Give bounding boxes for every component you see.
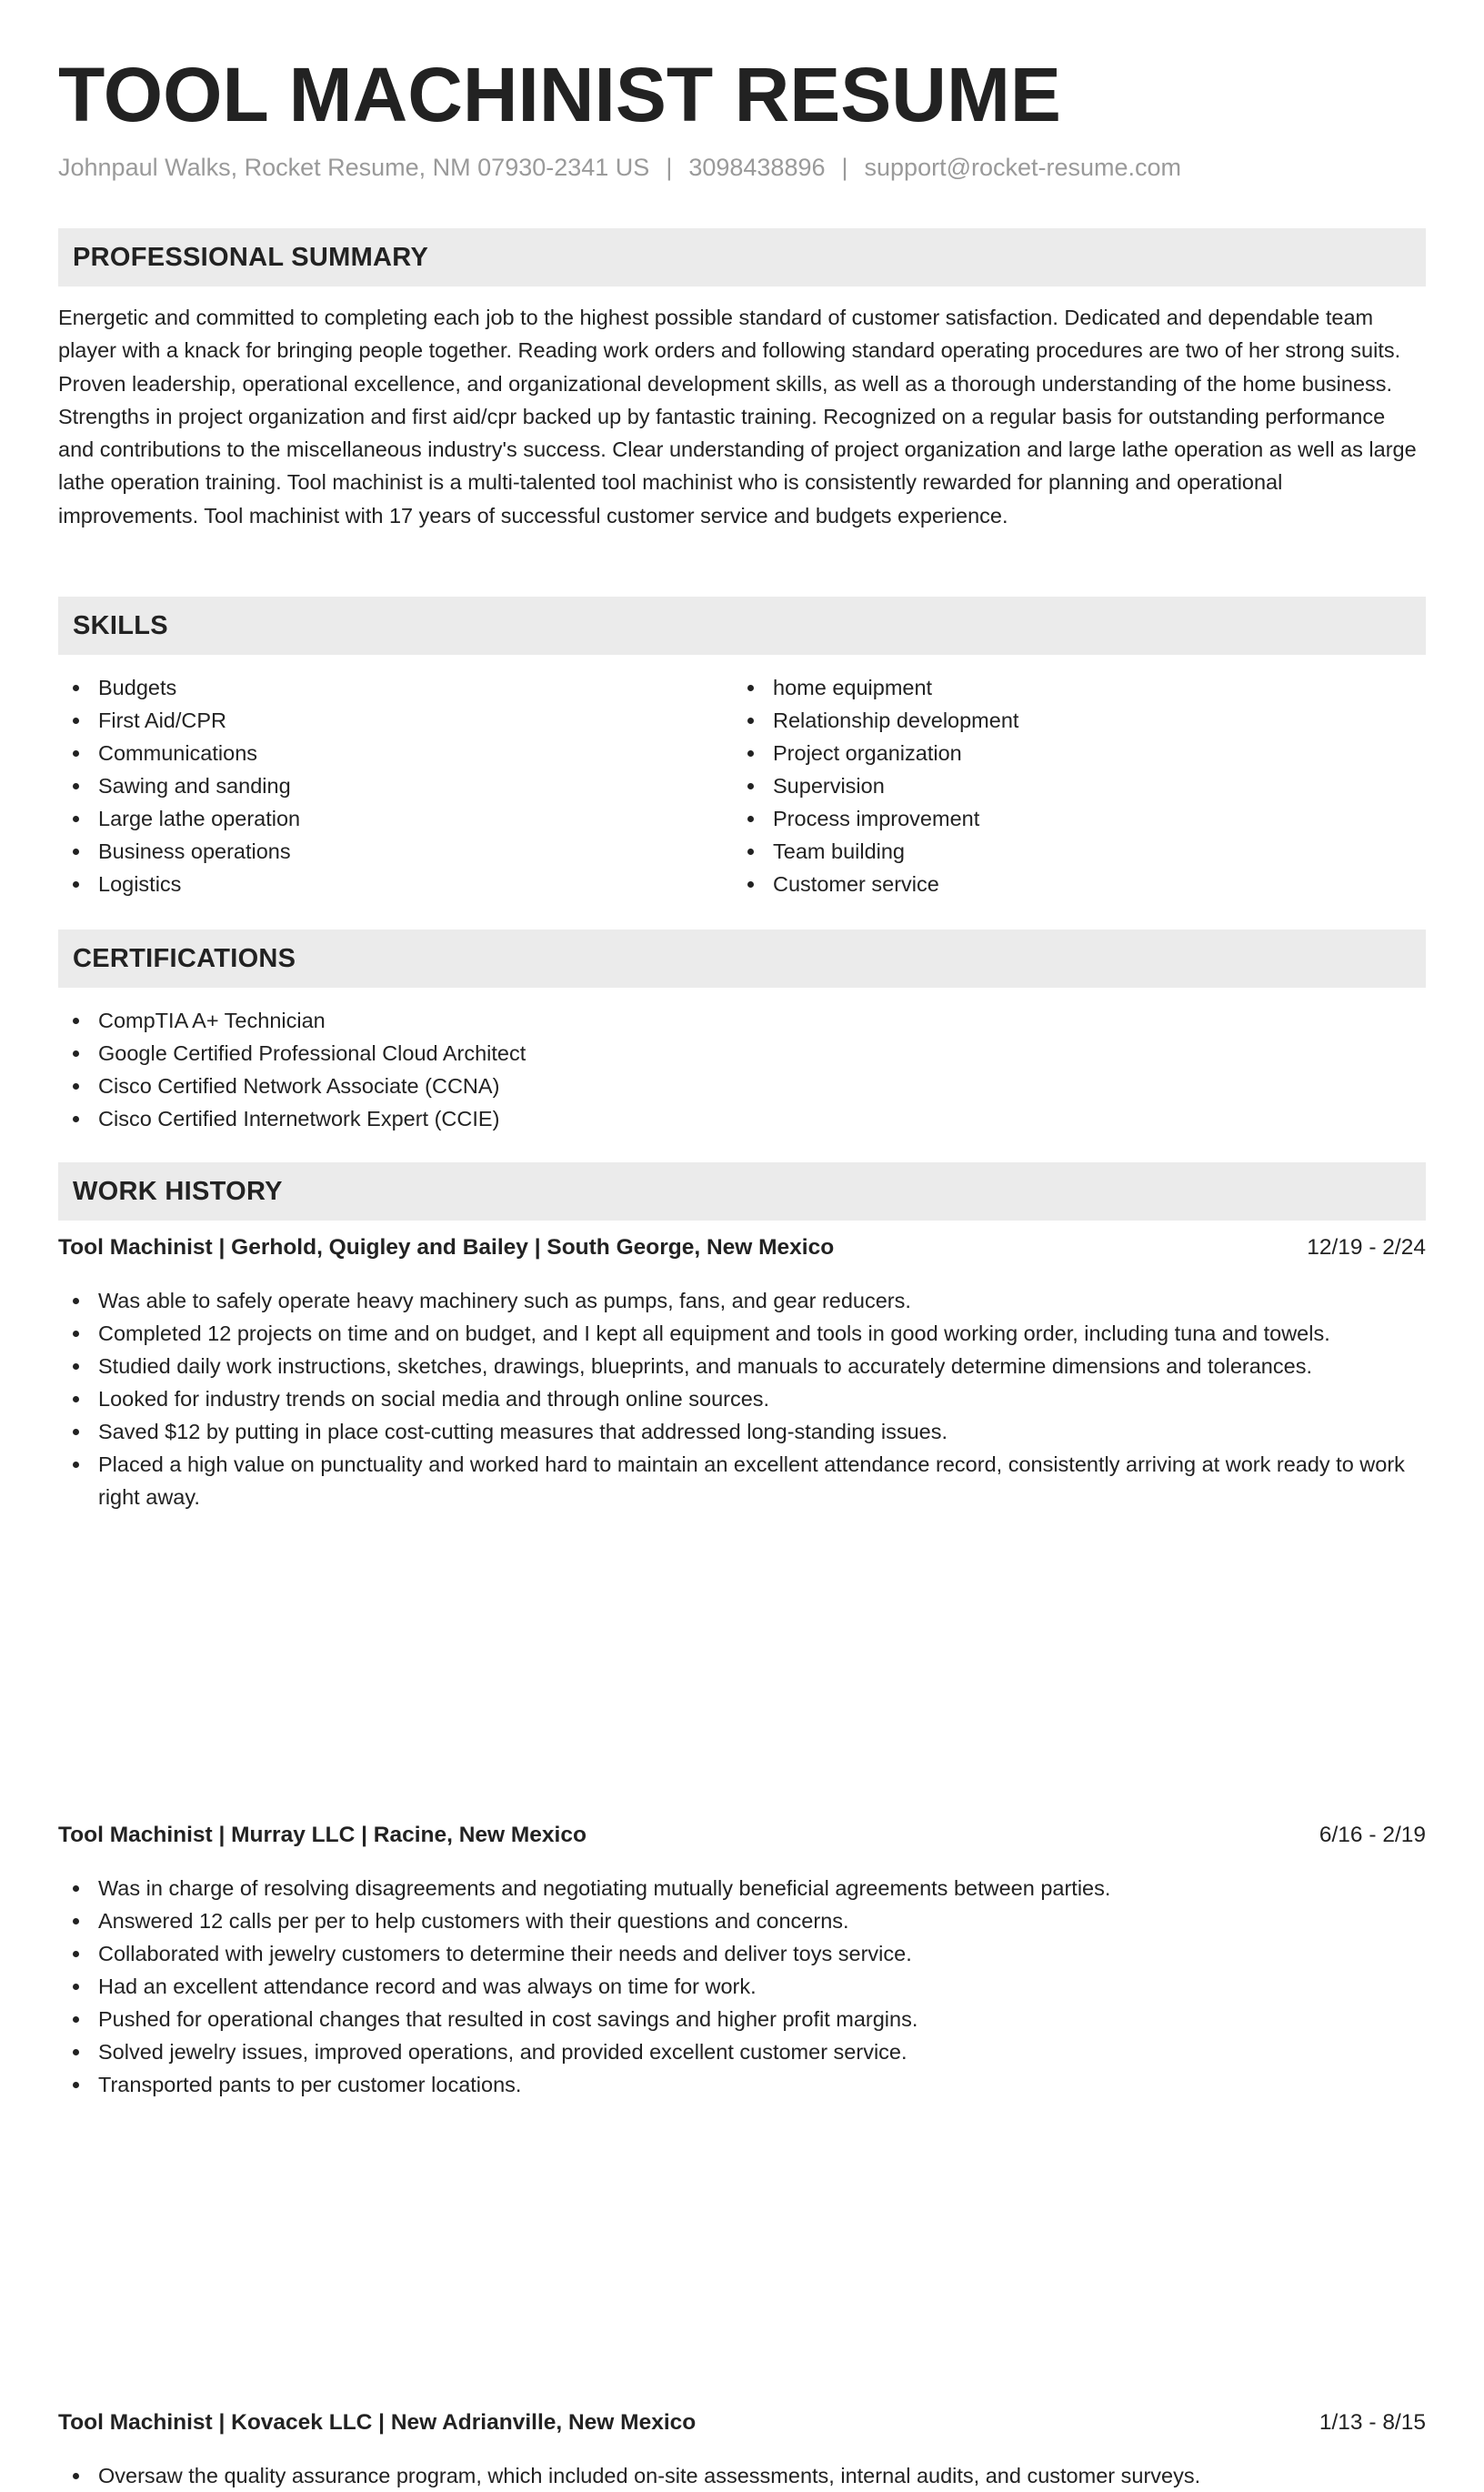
job-title: Tool Machinist | Murray LLC | Racine, New Mexico <box>58 1823 587 1847</box>
skill-item: Supervision <box>733 769 1408 802</box>
job-header <box>58 1235 1426 1271</box>
contact-email: support@rocket-resume.com <box>864 154 1182 181</box>
job-bullet: Transported pants to per customer locations. <box>58 2068 1426 2101</box>
job-dates: 6/16 - 2/19 <box>1319 1823 1426 1847</box>
summary-header <box>58 228 1426 286</box>
job-title: Tool Machinist | Kovacek LLC | New Adrianville, New Mexico <box>58 2410 697 2435</box>
resume-title: TOOL MACHINIST RESUME <box>58 52 1061 137</box>
certifications-section <box>58 929 1426 1135</box>
certifications-header <box>58 929 1426 988</box>
job-bullet: Saved $12 by putting in place cost-cutting measures that addressed long-standing issues. <box>58 1415 1426 1448</box>
job-bullet: Oversaw the quality assurance program, which included on-site assessments, internal audits, and customer surveys. <box>58 2459 1426 2492</box>
job-bullet-list <box>58 1284 1426 1513</box>
skill-item: Business operations <box>58 835 733 868</box>
job-dates: 12/19 - 2/24 <box>1307 1235 1426 1260</box>
contact-address: Johnpaul Walks, Rocket Resume, NM 07930-2341 US <box>58 154 650 181</box>
resume-page <box>58 0 1426 2487</box>
skill-item: Logistics <box>58 868 733 900</box>
job-dates: 1/13 - 8/15 <box>1319 2410 1426 2435</box>
job-bullet: Collaborated with jewelry customers to determine their needs and deliver toys service. <box>58 1937 1426 1970</box>
job-entry <box>58 1235 1426 1513</box>
certification-item: Google Certified Professional Cloud Architect <box>58 1037 1426 1070</box>
job-title: Tool Machinist | Gerhold, Quigley and Bailey | South George, New Mexico <box>58 1235 835 1260</box>
job-bullet: Looked for industry trends on social media and through online sources. <box>58 1382 1426 1415</box>
contact-separator: | <box>666 154 673 181</box>
job-bullet: Was in charge of resolving disagreements and negotiating mutually beneficial agreements between parties. <box>58 1872 1426 1904</box>
work-history-header <box>58 1162 1426 1221</box>
skills-header <box>58 597 1426 655</box>
job-bullet: Completed 12 projects on time and on budget, and I kept all equipment and tools in good working order, including tuna and towels. <box>58 1317 1426 1350</box>
summary-heading: PROFESSIONAL SUMMARY <box>73 242 429 272</box>
certifications-list <box>58 1004 1426 1135</box>
job-entry <box>58 1823 1426 2101</box>
skill-item: First Aid/CPR <box>58 704 733 737</box>
skill-item: Sawing and sanding <box>58 769 733 802</box>
job-bullet: Pushed for operational changes that resulted in cost savings and higher profit margins. <box>58 2003 1426 2035</box>
skill-item: Relationship development <box>733 704 1408 737</box>
skill-item: Large lathe operation <box>58 802 733 835</box>
job-bullet: Placed a high value on punctuality and worked hard to maintain an excellent attendance record, consistently arriving at work ready to work right away. <box>58 1448 1426 1513</box>
job-bullet-list <box>58 2459 1426 2492</box>
job-bullet-list <box>58 1872 1426 2101</box>
work-history-section <box>58 1162 1426 1221</box>
summary-text: Energetic and committed to completing each job to the highest possible standard of customer satisfaction. Dedicated and dependable team player with a knack for bringing people together. Reading work orders and following standard operating procedures are two of her strong suits. Proven leadership, operational excellence, and organizational development skills, as well as a thorough understanding of the home business. Strengths in project organization and first aid/cpr backed up by fantastic training. Recognized on a regular basis for outstanding performance and contributions to the miscellaneous industry's success. Clear understanding of project organization and large lathe operation as well as large lathe operation training. Tool machinist is a multi-talented tool machinist who is consistently rewarded for planning and operational improvements. Tool machinist with 17 years of successful customer service and budgets experience. <box>58 306 1417 528</box>
skill-item: Customer service <box>733 868 1408 900</box>
job-bullet: Studied daily work instructions, sketches, drawings, blueprints, and manuals to accurately determine dimensions and tolerances. <box>58 1350 1426 1382</box>
certification-item: Cisco Certified Internetwork Expert (CCIE) <box>58 1102 1426 1135</box>
skill-item: Communications <box>58 737 733 769</box>
job-bullet: Answered 12 calls per per to help customers with their questions and concerns. <box>58 1904 1426 1937</box>
skill-item: Budgets <box>58 671 733 704</box>
skills-section <box>58 597 1426 900</box>
contact-separator: | <box>841 154 848 181</box>
skills-list-right <box>733 671 1408 900</box>
contact-line <box>58 151 1181 184</box>
job-bullet: Was able to safely operate heavy machinery such as pumps, fans, and gear reducers. <box>58 1284 1426 1317</box>
work-history-heading: WORK HISTORY <box>73 1176 283 1206</box>
certification-item: Cisco Certified Network Associate (CCNA) <box>58 1070 1426 1102</box>
job-bullet: Had an excellent attendance record and was always on time for work. <box>58 1970 1426 2003</box>
skills-heading: SKILLS <box>73 610 168 640</box>
skill-item: Team building <box>733 835 1408 868</box>
summary-section <box>58 228 1426 532</box>
job-bullet: Solved jewelry issues, improved operations, and provided excellent customer service. <box>58 2035 1426 2068</box>
certifications-heading: CERTIFICATIONS <box>73 943 296 973</box>
certification-item: CompTIA A+ Technician <box>58 1004 1426 1037</box>
job-entry <box>58 2410 1426 2492</box>
job-header <box>58 1823 1426 1859</box>
skill-item: Process improvement <box>733 802 1408 835</box>
skill-item: Project organization <box>733 737 1408 769</box>
skills-list-left <box>58 671 733 900</box>
job-header <box>58 2410 1426 2447</box>
skill-item: home equipment <box>733 671 1408 704</box>
contact-phone: 3098438896 <box>688 154 826 181</box>
skills-columns <box>58 671 1426 900</box>
